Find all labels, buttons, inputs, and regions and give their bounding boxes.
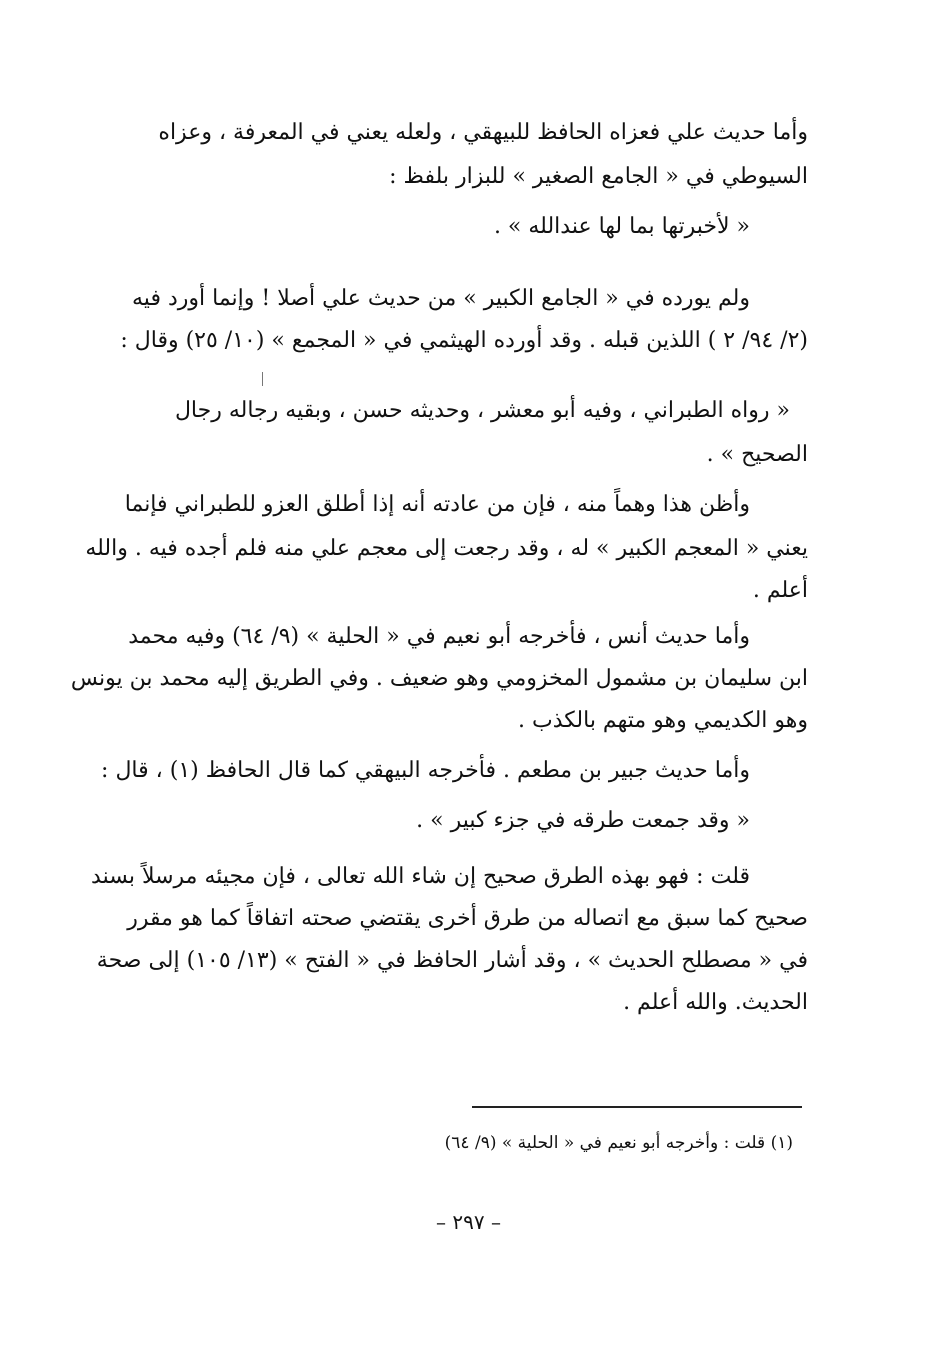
text-line: وهو الكديمي وهو متهم بالكذب .: [518, 708, 808, 733]
text-line: الحديث. والله أعلم .: [623, 990, 808, 1015]
text-line: ولم يورده في « الجامع الكبير » من حديث علي أصلا ! وإنما أورد فيه: [132, 286, 750, 311]
text-line: أعلم .: [752, 578, 808, 603]
text-line: في « مصطلح الحديث » ، وقد أشار الحافظ في « الفتح » (١٣/ ١٠٥) إلى صحة: [96, 948, 808, 973]
text-line: وأما حديث جبير بن مطعم . فأخرجه البيهقي كما قال الحافظ (١) ، قال :: [101, 758, 750, 783]
text-line: قلت : فهو بهذه الطرق صحيح إن شاء الله تعالى ، فإن مجيئه مرسلاً بسند: [91, 864, 750, 889]
quote-line: « رواه الطبراني ، وفيه أبو معشر ، وحديثه حسن ، وبقيه رجاله رجال: [174, 398, 790, 423]
footnote-divider: [472, 1106, 802, 1108]
text-line: الصحيح » .: [706, 442, 808, 467]
page-number: – ٢٩٧ –: [436, 1210, 501, 1234]
text-line: ابن سليمان بن مشمول المخزومي وهو ضعيف . وفي الطريق إليه محمد بن يونس: [70, 666, 808, 691]
text-line: صحيح كما سبق مع اتصاله من طرق أخرى يقتضي صحته اتفاقاً كما هو مقرر: [127, 906, 808, 931]
stray-mark: [262, 372, 263, 386]
text-line: وأما حديث علي فعزاه الحافظ للبيهقي ، ولعله يعني في المعرفة ، وعزاه: [158, 120, 808, 145]
text-line: وأظن هذا وهماً منه ، فإن من عادته أنه إذا أطلق العزو للطبراني فإنما: [124, 492, 750, 517]
quote-line: « وقد جمعت طرقه في جزء كبير » .: [416, 808, 750, 833]
text-line: وأما حديث أنس ، فأخرجه أبو نعيم في « الحلية » (٩/ ٦٤) وفيه محمد: [128, 624, 750, 649]
text-line: السيوطي في « الجامع الصغير » للبزار بلفظ :: [389, 164, 808, 189]
footnote: (١) قلت : وأخرجه أبو نعيم في « الحلية » (٩/ ٦٤): [444, 1133, 793, 1153]
text-line: (٢/ ٩٤/ ٢ ) اللذين قبله . وقد أورده الهيثمي في « المجمع » (١٠/ ٢٥) وقال :: [120, 328, 808, 353]
text-line: يعني « المعجم الكبير » له ، وقد رجعت إلى معجم علي منه فلم أجده فيه . والله: [85, 536, 808, 561]
quote-line: « لأخبرتها بما لها عندالله » .: [493, 214, 750, 239]
